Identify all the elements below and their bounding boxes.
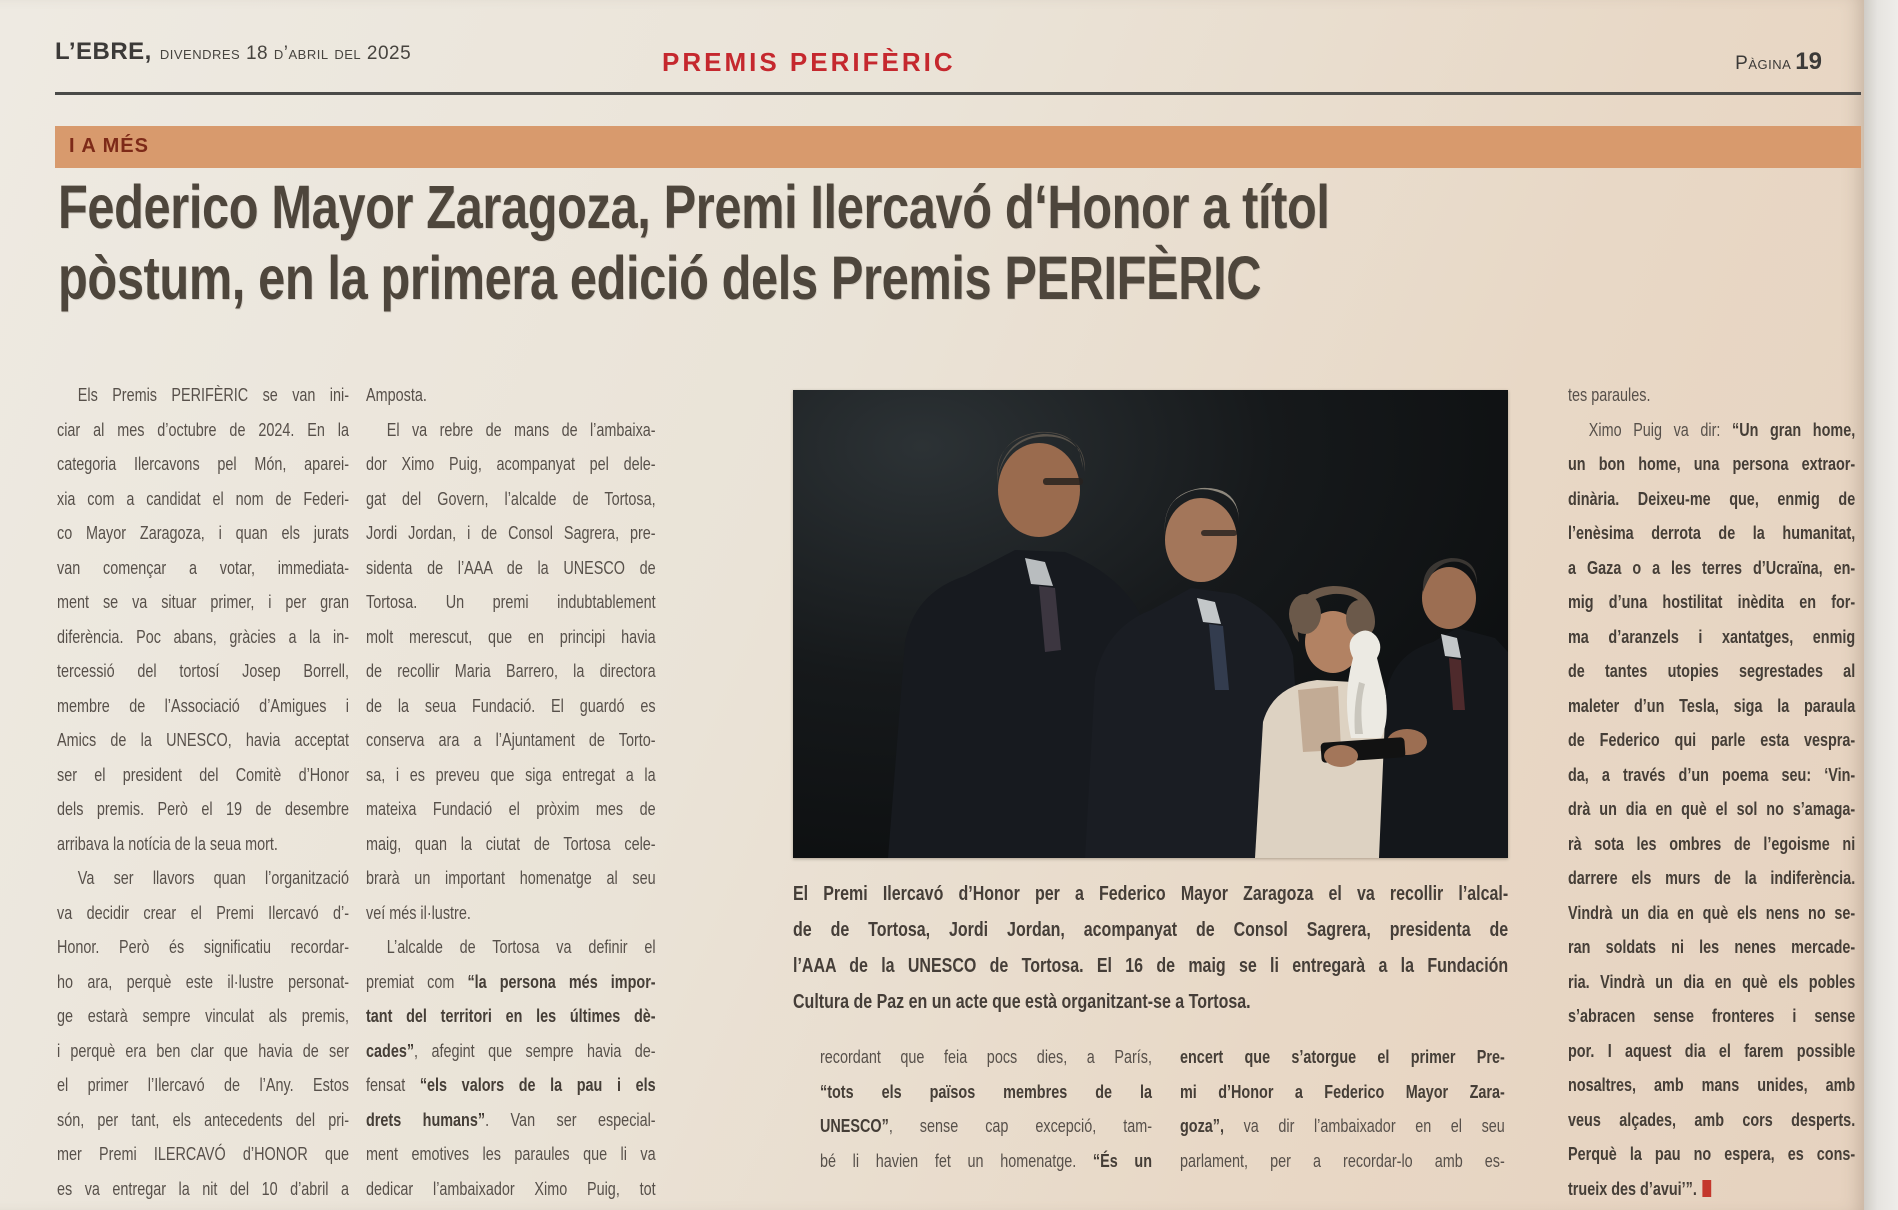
text-line: Amposta. [366, 385, 427, 405]
text-line: “tots els països membres de la [820, 1081, 1152, 1102]
text-line: cades”, afegint que sempre havia de- [366, 1040, 656, 1061]
masthead [55, 38, 411, 66]
text-line: i perquè era ben clar que havia de ser [57, 1040, 349, 1061]
text-line: ho ara, perquè este il·lustre personat- [57, 971, 349, 992]
text-line: mateixa Fundació el pròxim mes de [366, 799, 656, 819]
text-line: sidenta de l’AAA de la UNESCO de [366, 557, 656, 578]
text-line: Jordi Jordan, i de Consol Sagrera, pre- [366, 523, 656, 543]
text-line: molt merescut, que en principi havia [366, 626, 656, 647]
text-line: co Mayor Zaragoza, i quan els jurats [57, 523, 349, 543]
text-line: encert que s’atorgue el primer Pre- [1180, 1047, 1505, 1067]
text-line: drets humans”. Van ser especial- [366, 1109, 656, 1130]
text-line: brarà un important homenatge al seu [366, 868, 656, 888]
text-line: veus alçades, amb cors desperts. [1568, 1109, 1856, 1130]
text-line: nosaltres, amb mans unides, amb [1568, 1075, 1856, 1095]
text-line: ria. Vindrà un dia en què els pobles [1568, 971, 1856, 992]
text-line: de recollir Maria Barrero, la directora [366, 661, 656, 681]
text-line: ge estarà sempre vinculat als premis, [57, 1006, 349, 1026]
text-line: es va entregar la nit del 10 d’abril a [57, 1178, 349, 1199]
text-line: Ximo Puig va dir: “Un gran home, [1588, 419, 1856, 440]
text-line: l’enèsima derrota de la humanitat, [1568, 523, 1856, 543]
text-line: de tantes utopies segrestades al [1568, 661, 1856, 681]
text-line: tes paraules. [1568, 385, 1651, 405]
text-line: van començar a votar, immediata- [57, 557, 349, 578]
section-title: PREMIS PERIFÈRIC [662, 47, 956, 77]
text-line: ment se va situar primer, i per gran [57, 592, 349, 612]
text-line: trueix des d’avui’”. [1568, 1172, 1855, 1207]
text-line: mer Premi ILERCAVÓ d’HONOR que [57, 1144, 349, 1164]
page-label: Pàgina [1735, 53, 1792, 74]
headline [58, 172, 1418, 314]
text-line: el primer l’Ilercavó de l’Any. Estos [57, 1075, 349, 1095]
text-line: de la seua Fundació. El guardó es [366, 695, 656, 716]
text-line: por. I aquest dia el farem possible [1568, 1040, 1856, 1061]
text-line: categoria Ilercavons pel Món, aparei- [57, 454, 349, 474]
text-line: goza”, va dir l’ambaixador en el seu [1180, 1116, 1505, 1136]
article-column-3 [820, 1040, 1152, 1178]
text-line: dor Ximo Puig, acompanyat pel dele- [366, 454, 656, 474]
text-line: Cultura de Paz en un acte que està organitzant-se a Tortosa. [793, 991, 1251, 1013]
text-line: mi d’Honor a Federico Mayor Zara- [1180, 1081, 1505, 1102]
text-line: conserva ara a l’Ajuntament de Torto- [366, 730, 656, 750]
text-line: de Federico qui parle esta vespra- [1568, 730, 1856, 750]
text-line: maleter d’un Tesla, siga la paraula [1568, 695, 1856, 716]
text-line: fensat “els valors de la pau i els [366, 1075, 656, 1095]
text-line: Tortosa. Un premi indubtablement [366, 592, 656, 612]
text-line: l’AAA de la UNESCO de Tortosa. El 16 de maig se li entregarà a la Fundación [793, 955, 1509, 977]
article-column-2 [366, 378, 656, 1206]
text-line: mig d’una hostilitat inèdita en for- [1568, 592, 1856, 612]
text-line: membre de l’Associació d’Amigues i [57, 695, 349, 716]
article-column-1 [57, 378, 349, 1206]
text-line: Perquè la pau no espera, es cons- [1568, 1144, 1856, 1164]
scan-edge [1864, 0, 1898, 1210]
text-line: ser el president del Comitè d’Honor [57, 764, 349, 785]
text-line: tant del territori en les últimes dè- [366, 1006, 656, 1026]
award-photo-graphic [793, 390, 1508, 858]
text-line: s’abracen sense fronteres i sense [1568, 1006, 1856, 1026]
text-line: dinària. Deixeu-me que, enmig de [1568, 488, 1856, 509]
text-line: diferència. Poc abans, gràcies a la in- [57, 626, 349, 647]
text-line: a Gaza o a les terres d’Ucraïna, en- [1568, 557, 1856, 578]
photo-caption [793, 876, 1508, 1020]
text-line: bé li havien fet un homenatge. “És un [820, 1150, 1152, 1171]
headline-line-1: Federico Mayor Zaragoza, Premi Ilercavó d‘Honor a títol [58, 173, 1330, 241]
text-line: Amics de la UNESCO, havia acceptat [57, 730, 349, 750]
text-line: sa, i es preveu que siga entregat a la [366, 764, 656, 785]
text-line: parlament, per a recordar-lo amb es- [1180, 1150, 1505, 1171]
page-number-value: 19 [1795, 48, 1822, 75]
text-line: Vindrà un dia en què els nens no se- [1568, 902, 1856, 923]
text-line: maig, quan la ciutat de Tortosa cele- [366, 833, 656, 854]
text-line: drà un dia en què el sol no s’amaga- [1568, 799, 1856, 819]
text-line: darrere els murs de la indiferència. [1568, 868, 1856, 888]
masthead-name: L’EBRE, [55, 38, 152, 65]
text-line: veí més il·lustre. [366, 902, 471, 923]
text-line: ciar al mes d’octubre de 2024. En la [57, 419, 349, 440]
text-line: arribava la notícia de la seua mort. [57, 833, 278, 854]
text-line: ment emotives les paraules que li va [366, 1144, 656, 1164]
text-line: Honor. Però és significatiu recordar- [57, 937, 349, 957]
text-line: El va rebre de mans de l’ambaixa- [386, 419, 656, 440]
page-number [1735, 48, 1822, 76]
text-line: un bon home, una persona extraor- [1568, 454, 1856, 474]
text-line: L’alcalde de Tortosa va definir el [386, 937, 656, 957]
text-line: ran soldats ni les nenes mercade- [1568, 937, 1856, 957]
text-line: dedicar l’ambaixador Ximo Puig, tot [366, 1178, 656, 1199]
text-line: xia com a candidat el nom de Federi- [57, 488, 349, 509]
text-line: dels premis. Però el 19 de desembre [57, 799, 349, 819]
article-end-mark [1702, 1180, 1711, 1197]
article-column-5 [1568, 378, 1855, 1206]
headline-line-2: pòstum, en la primera edició dels Premis PERIFÈRIC [58, 244, 1262, 312]
text-line: da, a través d’un poema seu: ‘Vin- [1568, 764, 1856, 785]
text-line: Els Premis PERIFÈRIC se van ini- [77, 385, 350, 405]
award-ceremony-photo [793, 390, 1508, 858]
text-line: de de Tortosa, Jordi Jordan, acompanyat de Consol Sagrera, presidenta de [793, 919, 1509, 941]
text-line: tercessió del tortosí Josep Borrell, [57, 661, 349, 681]
text-line: va decidir crear el Premi Ilercavó d’- [57, 902, 349, 923]
text-line: El Premi Ilercavó d’Honor per a Federico Mayor Zaragoza el va recollir l’alcal- [793, 883, 1509, 905]
article-column-4 [1180, 1040, 1505, 1178]
text-line: UNESCO”, sense cap excepció, tam- [820, 1116, 1152, 1136]
masthead-date: divendres 18 d’abril del 2025 [159, 43, 412, 64]
text-line: són, per tant, els antecedents del pri- [57, 1109, 349, 1130]
header-rule [55, 92, 1861, 95]
text-line: rà sota les ombres de l’egoisme ni [1568, 833, 1856, 854]
text-line: premiat com “la persona més impor- [366, 971, 656, 992]
text-line: ma d’aranzels i xantatges, enmig [1568, 626, 1856, 647]
text-line: gat del Govern, l’alcalde de Tortosa, [366, 488, 656, 509]
kicker-bar [55, 126, 1861, 168]
text-line: recordant que feia pocs dies, a París, [820, 1047, 1152, 1067]
text-line: Va ser llavors quan l’organització [77, 868, 350, 888]
kicker-label: I A MÉS [69, 135, 149, 157]
